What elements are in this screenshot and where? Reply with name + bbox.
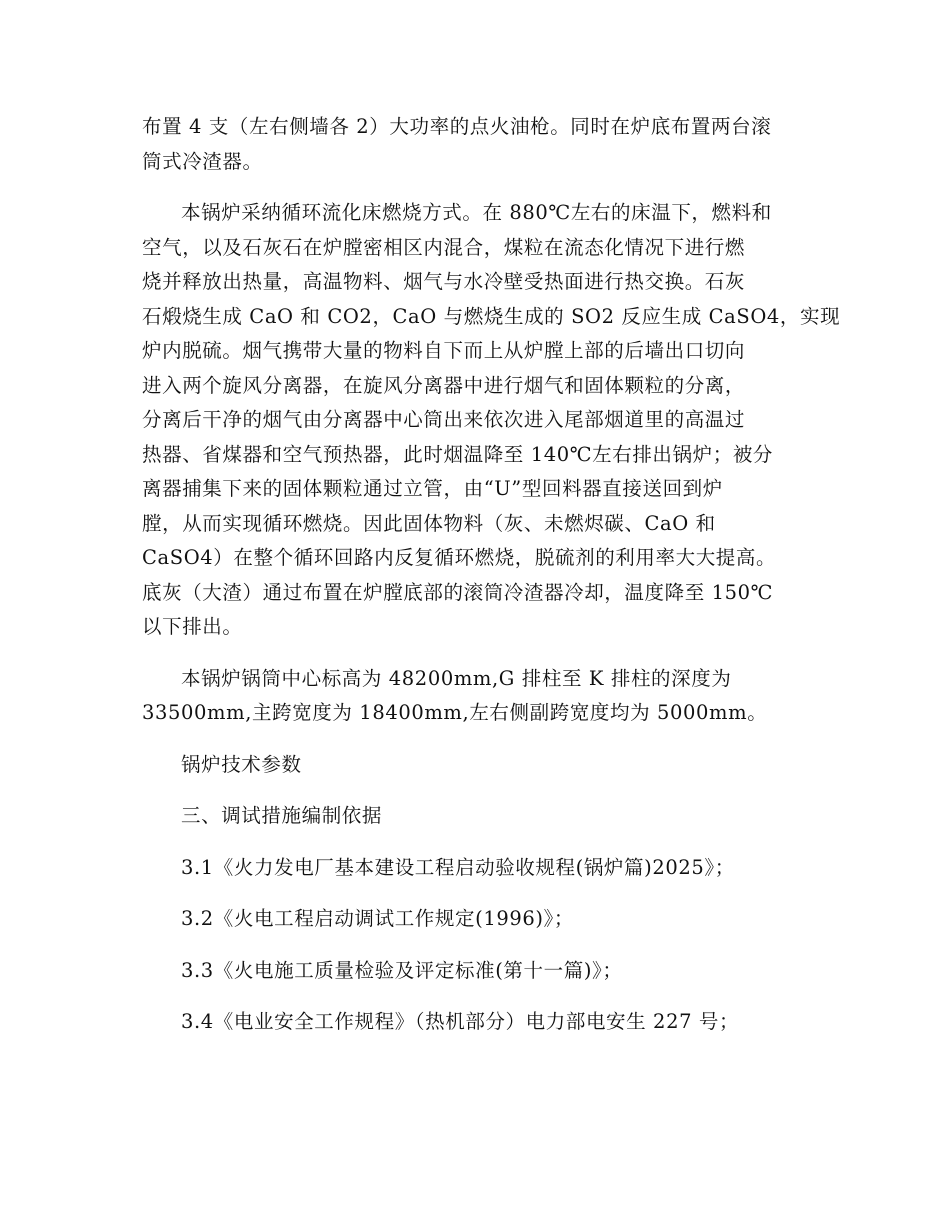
paragraph-combustion-process bbox=[142, 196, 841, 645]
text-line: 本锅炉锅筒中心标高为 48200mm,G 排柱至 K 排柱的深度为 bbox=[181, 666, 732, 690]
text-line: 分离后干净的烟气由分离器中心筒出来依次进入尾部烟道里的高温过 bbox=[142, 408, 746, 431]
text-line: CaSO4）在整个循环回路内反复循环燃烧，脱硫剂的利用率大大提高。 bbox=[142, 546, 777, 569]
reference-item: 3.3《火电施工质量检验及评定标准(第十一篇)》； bbox=[181, 958, 623, 982]
heading-section-3: 三、调试措施编制依据 bbox=[181, 804, 383, 827]
reference-item: 3.1《火力发电厂基本建设工程启动验收规程(锅炉篇)2025》； bbox=[181, 855, 735, 879]
text-line: 离器捕集下来的固体颗粒通过立管，由“U”型回料器直接送回到炉 bbox=[142, 477, 723, 500]
text-line: 膛，从而实现循环燃烧。因此固体物料（灰、未燃烬碳、CaO 和 bbox=[142, 511, 716, 535]
reference-item: 3.2《火电工程启动调试工作规定(1996)》； bbox=[181, 907, 575, 930]
heading-boiler-parameters: 锅炉技术参数 bbox=[181, 752, 302, 776]
text-line: 筒式冷渣器。 bbox=[142, 149, 263, 173]
text-line: 进入两个旋风分离器，在旋风分离器中进行烟气和固体颗粒的分离， bbox=[142, 373, 746, 397]
text-line: 热器、省煤器和空气预热器，此时烟温降至 140℃左右排出锅炉；被分 bbox=[142, 442, 774, 466]
text-line: 烧并释放出热量，高温物料、烟气与水冷壁受热面进行热交换。石灰 bbox=[142, 270, 746, 293]
reference-item: 3.4《电业安全工作规程》（热机部分）电力部电安生 227 号； bbox=[181, 1010, 740, 1033]
text-line: 本锅炉采纳循环流化床燃烧方式。在 880℃左右的床温下，燃料和 bbox=[181, 201, 772, 224]
paragraph-ignition-guns bbox=[142, 110, 810, 179]
text-line: 石煅烧生成 CaO 和 CO2，CaO 与燃烧生成的 SO2 反应生成 CaSO4，实现 bbox=[142, 304, 841, 328]
text-line: 炉内脱硫。烟气携带大量的物料自下而上从炉膛上部的后墙出口切向 bbox=[142, 339, 746, 362]
text-line: 布置 4 支（左右侧墙各 2）大功率的点火油枪。同时在炉底布置两台滚 bbox=[142, 115, 772, 138]
text-line: 以下排出。 bbox=[142, 615, 243, 638]
text-line: 空气，以及石灰石在炉膛密相区内混合，煤粒在流态化情况下进行燃 bbox=[142, 235, 746, 259]
paragraph-drum-elevation bbox=[142, 662, 810, 731]
text-line: 33500mm,主跨宽度为 18400mm,左右侧副跨宽度均为 5000mm。 bbox=[142, 701, 768, 724]
text-line: 底灰（大渣）通过布置在炉膛底部的滚筒冷渣器冷却，温度降至 150℃ bbox=[142, 580, 774, 604]
document-body bbox=[142, 110, 841, 1057]
